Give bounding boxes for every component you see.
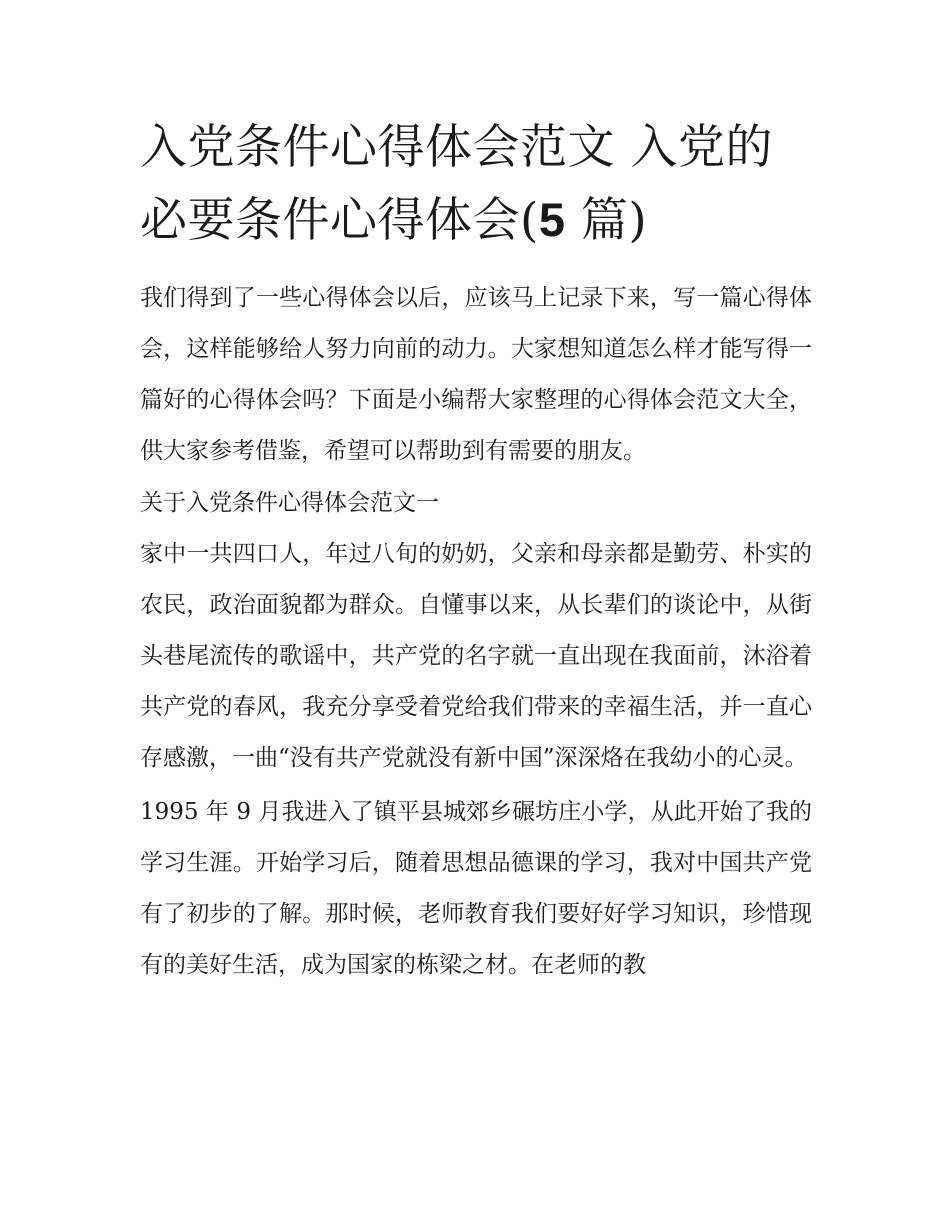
- title-text-part1: 入党条件心得体会范文 入党的必要条件心得体会(: [140, 120, 773, 248]
- section-heading: 关于入党条件心得体会范文一: [140, 490, 439, 516]
- intro-paragraph: 我们得到了一些心得体会以后，应该马上记录下来，写一篇心得体会，这样能够给人努力向前的动力。大家想知道怎么样才能写得一篇好的心得体会吗？下面是小编帮大家整理的心得体会范文大全，供大家参考借鉴，希望可以帮助到有需要的朋友。: [140, 285, 812, 464]
- title-count: 5: [538, 193, 566, 246]
- body-paragraph-1: 家中一共四口人，年过八旬的奶奶，父亲和母亲都是勤劳、朴实的农民，政治面貌都为群众。自懂事以来，从长辈们的谈论中，从街头巷尾流传的歌谣中，共产党的名字就一直出现在我面前，沐浴着共产党的春风，我充分享受着党给我们带来的幸福生活，并一直心存感激，一曲“没有共产党就没有新中国”深深烙在我幼小的心灵。: [140, 541, 812, 771]
- body-paragraph-2: 1995 年 9 月我进入了镇平县城郊乡碾坊庄小学，从此开始了我的学习生涯。开始学习后，随着思想品德课的学习，我对中国共产党有了初步的了解。那时候，老师教育我们要好好学习知识，珍惜现有的美好生活，成为国家的栋梁之材。在老师的教: [140, 799, 812, 978]
- document-page: [140, 112, 812, 994]
- title-text-part2: 篇): [565, 193, 648, 248]
- document-title: [140, 112, 812, 257]
